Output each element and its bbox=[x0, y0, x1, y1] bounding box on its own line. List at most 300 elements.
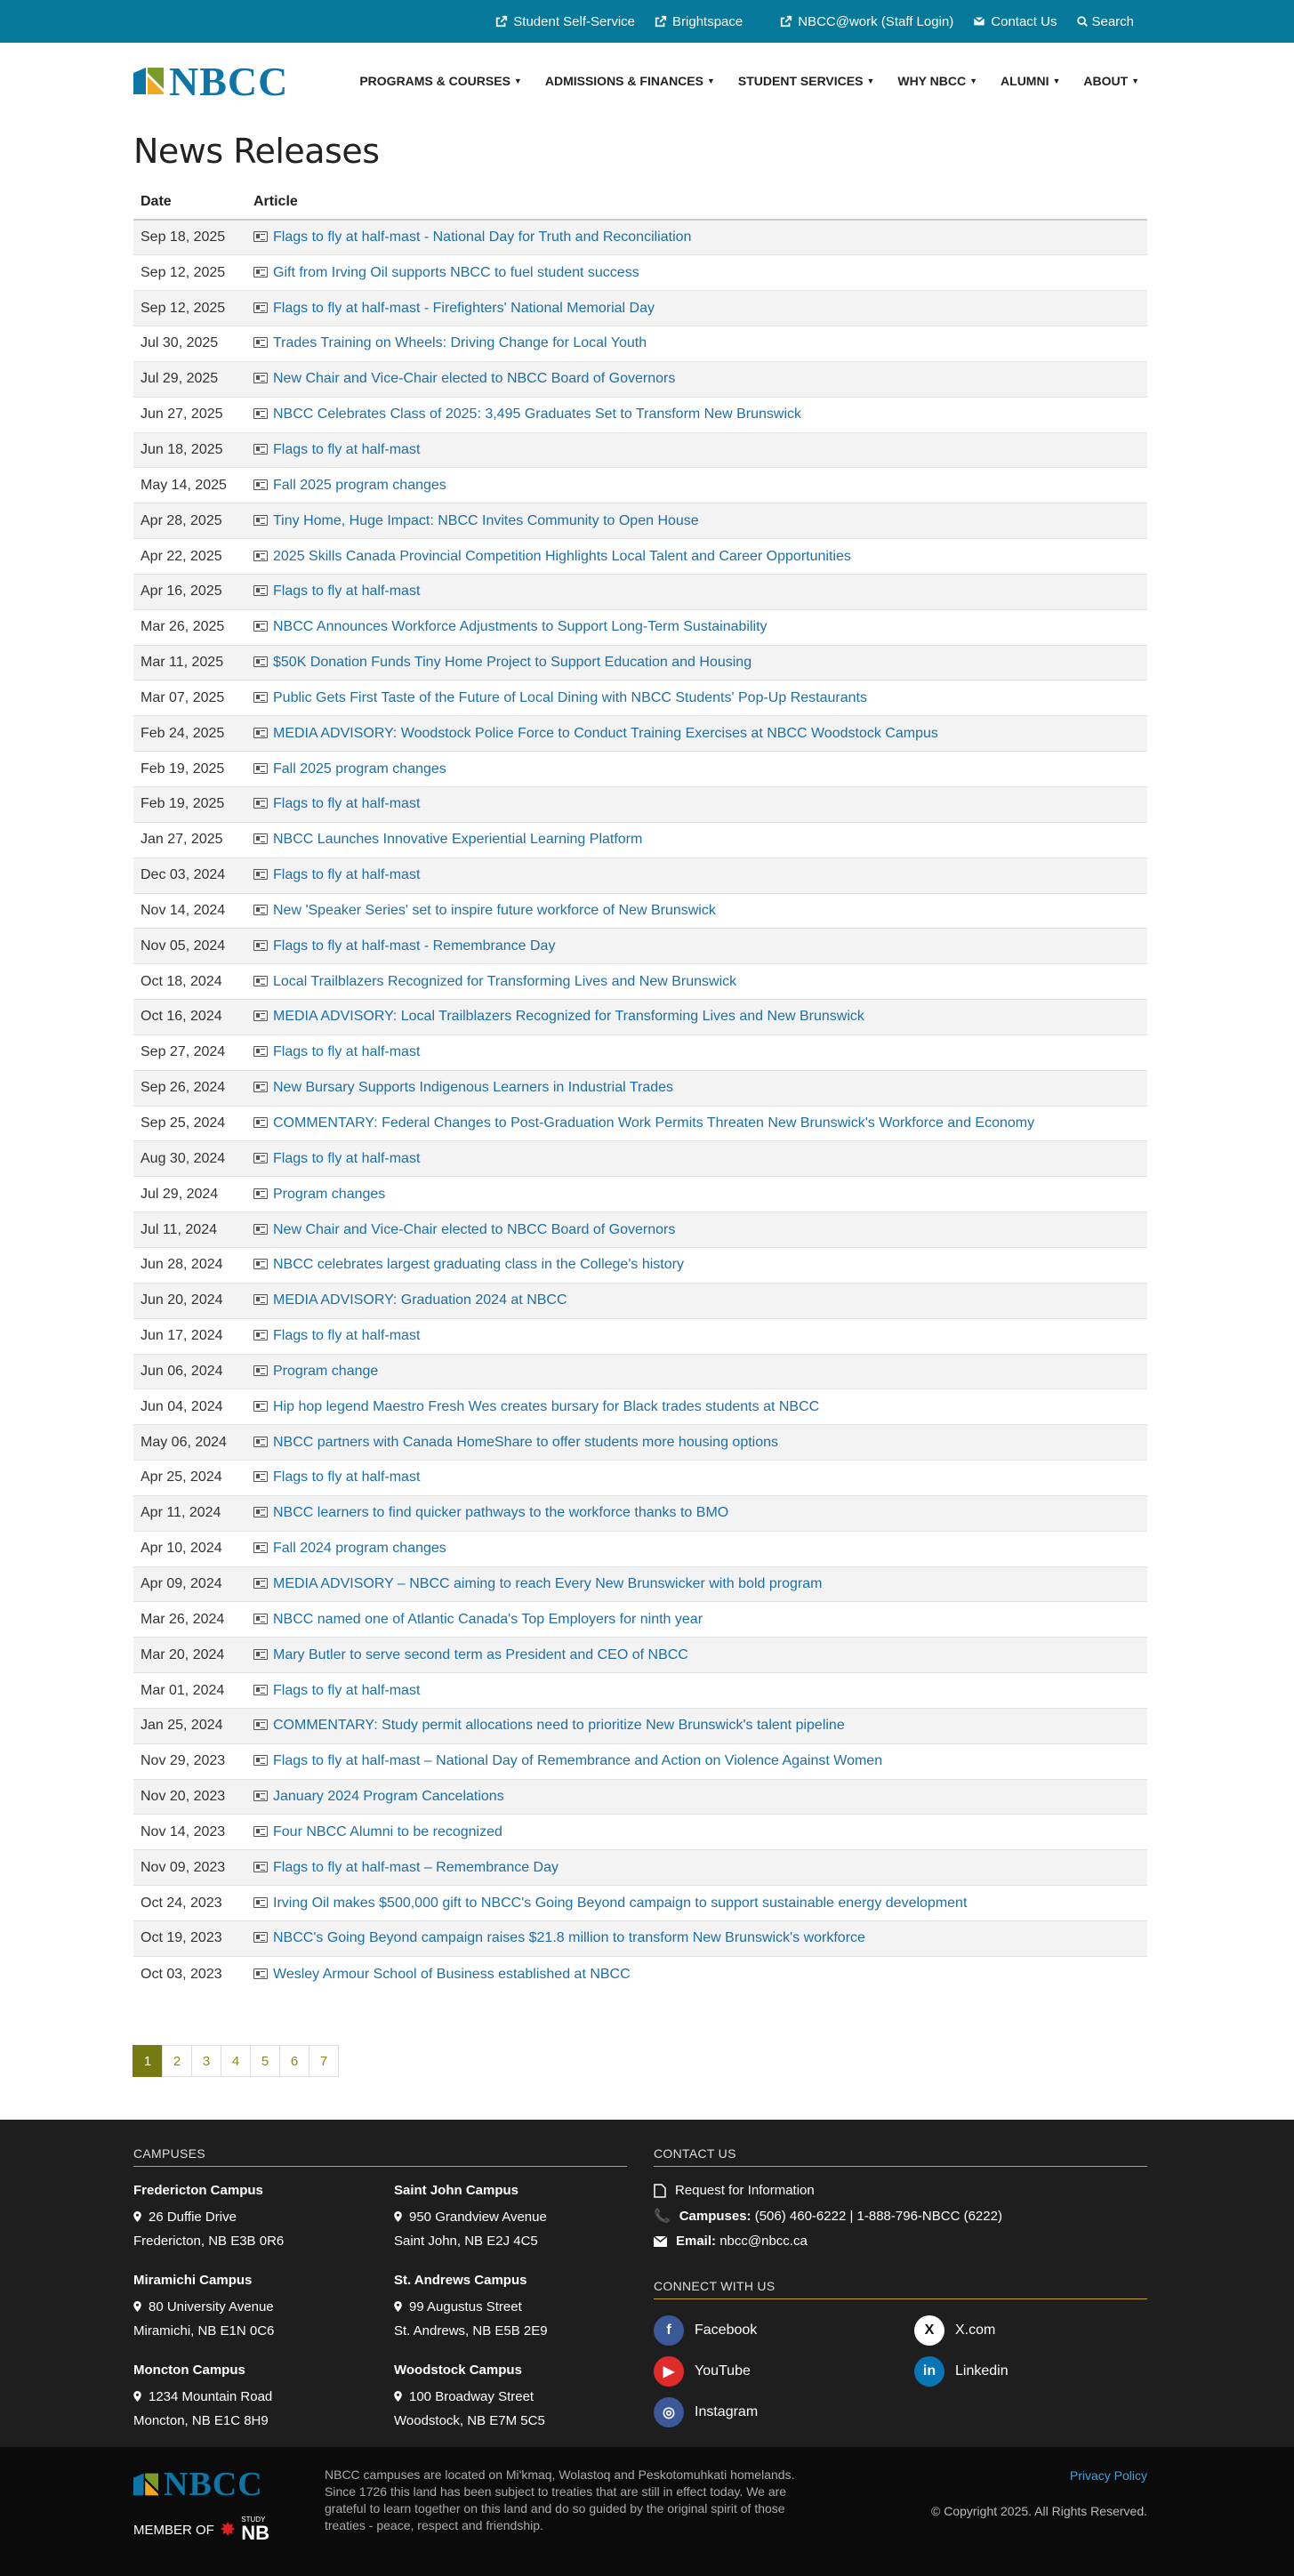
social-link-linkedin[interactable]: in Linkedin bbox=[914, 2356, 1147, 2387]
footer bbox=[0, 2120, 1294, 2447]
news-article-link[interactable]: New Chair and Vice-Chair elected to NBCC Board of Governors bbox=[273, 371, 676, 387]
search-link[interactable]: Search bbox=[1076, 14, 1134, 29]
news-article-link[interactable]: Flags to fly at half-mast - Remembrance Day bbox=[273, 938, 556, 954]
campus-city: St. Andrews, NB E5B 2E9 bbox=[394, 2323, 548, 2339]
nbcc-logo[interactable] bbox=[133, 58, 288, 105]
maple-leaf-icon: ✸ bbox=[219, 2518, 237, 2541]
news-table bbox=[133, 185, 1147, 1992]
news-table-header bbox=[133, 185, 1147, 220]
news-row bbox=[133, 1638, 1147, 1673]
xcom-icon: X bbox=[914, 2315, 944, 2346]
campus-street: 99 Augustus Street bbox=[409, 2299, 522, 2315]
news-article-cell bbox=[246, 397, 1147, 432]
news-article-link[interactable]: Flags to fly at half-mast bbox=[273, 1150, 421, 1166]
nbcc-logo-mark-icon bbox=[133, 66, 164, 96]
news-article-cell bbox=[246, 539, 1147, 575]
caret-down-icon: ▼ bbox=[1131, 76, 1140, 85]
newspaper-icon bbox=[253, 1542, 268, 1553]
news-row bbox=[133, 1283, 1147, 1318]
newspaper-icon bbox=[253, 940, 268, 951]
news-date: Apr 16, 2025 bbox=[133, 574, 246, 609]
news-row bbox=[133, 929, 1147, 964]
newspaper-icon bbox=[253, 1614, 268, 1624]
news-row bbox=[133, 255, 1147, 291]
news-row bbox=[133, 1743, 1147, 1779]
news-article-cell bbox=[246, 1389, 1147, 1425]
news-article-cell bbox=[246, 1531, 1147, 1566]
brightspace-link[interactable]: Brightspace bbox=[655, 14, 743, 29]
news-article-link[interactable]: Mary Butler to serve second term as President and CEO of NBCC bbox=[273, 1646, 688, 1662]
news-article-cell bbox=[246, 1779, 1147, 1815]
social-link-xcom[interactable]: X X.com bbox=[914, 2315, 1147, 2346]
campus-city: Fredericton, NB E3B 0R6 bbox=[133, 2234, 285, 2250]
page-title: News Releases bbox=[133, 132, 380, 171]
utility-bar bbox=[0, 0, 1294, 43]
news-row bbox=[133, 1000, 1147, 1035]
news-date: Sep 12, 2025 bbox=[133, 255, 246, 291]
news-date: Mar 07, 2025 bbox=[133, 680, 246, 716]
news-date: Jul 29, 2024 bbox=[133, 1177, 246, 1212]
news-date: Jun 04, 2024 bbox=[133, 1389, 246, 1425]
news-article-cell bbox=[246, 1034, 1147, 1070]
news-article-link[interactable]: Flags to fly at half-mast – Remembrance Day bbox=[273, 1859, 559, 1875]
map-pin-icon bbox=[394, 2301, 402, 2312]
bottom-nbcc-logo[interactable]: NBCC bbox=[133, 2465, 325, 2504]
main-content bbox=[0, 132, 1294, 2077]
page-link-5[interactable]: 5 bbox=[250, 2045, 280, 2077]
connect-heading: CONNECT WITH US bbox=[654, 2279, 1147, 2299]
news-article-cell bbox=[246, 787, 1147, 823]
primary-menu bbox=[359, 74, 1139, 88]
news-date: Jul 11, 2024 bbox=[133, 1212, 246, 1248]
news-date: Sep 12, 2025 bbox=[133, 291, 246, 326]
news-article-link[interactable]: $50K Donation Funds Tiny Home Project to Support Education and Housing bbox=[273, 655, 752, 671]
news-article-cell bbox=[246, 645, 1147, 680]
newspaper-icon bbox=[253, 905, 268, 915]
campus-name: Fredericton Campus bbox=[133, 2183, 263, 2199]
news-date: Apr 09, 2024 bbox=[133, 1566, 246, 1602]
news-article-link[interactable]: Hip hop legend Maestro Fresh Wes creates bursary for Black trades students at NBCC bbox=[273, 1398, 820, 1414]
news-article-cell bbox=[246, 929, 1147, 964]
privacy-policy-link[interactable]: Privacy Policy bbox=[1069, 2468, 1147, 2483]
newspaper-icon bbox=[253, 408, 268, 419]
social-link-facebook[interactable]: f Facebook bbox=[654, 2315, 914, 2346]
envelope-icon bbox=[654, 2236, 667, 2247]
caret-down-icon: ▼ bbox=[706, 76, 715, 85]
news-article-link[interactable]: NBCC Launches Innovative Experiential Learning Platform bbox=[273, 832, 643, 848]
date-column-header: Date bbox=[133, 185, 246, 220]
news-article-cell bbox=[246, 1886, 1147, 1921]
campus-name: Woodstock Campus bbox=[394, 2363, 522, 2379]
campus-item bbox=[394, 2273, 627, 2343]
news-article-cell bbox=[246, 1070, 1147, 1106]
campus-street: 80 University Avenue bbox=[149, 2299, 274, 2315]
newspaper-icon bbox=[253, 1685, 268, 1695]
newspaper-icon bbox=[253, 1649, 268, 1660]
campus-name: Moncton Campus bbox=[133, 2363, 245, 2379]
news-article-link[interactable]: Trades Training on Wheels: Driving Change for Local Youth bbox=[273, 335, 647, 351]
newspaper-icon bbox=[253, 1046, 268, 1057]
news-row bbox=[133, 220, 1147, 255]
newspaper-icon bbox=[253, 1932, 268, 1943]
caret-down-icon: ▼ bbox=[1052, 76, 1061, 85]
newspaper-icon bbox=[253, 444, 268, 455]
news-article-link[interactable]: Flags to fly at half-mast bbox=[273, 584, 421, 600]
news-date: May 06, 2024 bbox=[133, 1425, 246, 1461]
news-article-cell bbox=[246, 1283, 1147, 1318]
news-row bbox=[133, 645, 1147, 680]
student-self-service-link[interactable]: Student Self-Service bbox=[495, 14, 635, 29]
newspaper-icon bbox=[253, 1259, 268, 1269]
newspaper-icon bbox=[253, 1826, 268, 1837]
news-article-link[interactable]: New Chair and Vice-Chair elected to NBCC Board of Governors bbox=[273, 1221, 676, 1237]
news-article-cell bbox=[246, 1461, 1147, 1496]
news-article-link[interactable]: 2025 Skills Canada Provincial Competition Highlights Local Talent and Career Opportunities bbox=[273, 548, 851, 564]
news-article-cell bbox=[246, 1354, 1147, 1389]
footer-campuses bbox=[133, 2146, 627, 2438]
newspaper-icon bbox=[253, 763, 268, 774]
newspaper-icon bbox=[253, 1791, 268, 1801]
campus-city: Miramichi, NB E1N 0C6 bbox=[133, 2323, 275, 2339]
news-row bbox=[133, 326, 1147, 362]
map-pin-icon bbox=[394, 2211, 402, 2222]
newspaper-icon bbox=[253, 337, 268, 348]
page-link-1[interactable]: 1 bbox=[133, 2045, 163, 2077]
search-icon bbox=[1076, 15, 1089, 28]
news-article-link[interactable]: Flags to fly at half-mast bbox=[273, 796, 421, 812]
campus-name: St. Andrews Campus bbox=[394, 2273, 527, 2289]
news-article-link[interactable]: NBCC Celebrates Class of 2025: 3,495 Graduates Set to Transform New Brunswick bbox=[273, 407, 802, 423]
news-article-link[interactable]: Four NBCC Alumni to be recognized bbox=[273, 1823, 502, 1839]
bottom-bar bbox=[0, 2447, 1294, 2576]
news-row bbox=[133, 1461, 1147, 1496]
campus-name: Miramichi Campus bbox=[133, 2273, 253, 2289]
news-article-link[interactable]: Flags to fly at half-mast – National Day of Remembrance and Action on Violence Against Women bbox=[273, 1753, 883, 1769]
news-article-cell bbox=[246, 1602, 1147, 1638]
news-date: Feb 19, 2025 bbox=[133, 752, 246, 787]
news-article-cell bbox=[246, 1921, 1147, 1957]
caret-down-icon: ▼ bbox=[866, 76, 875, 85]
campus-city: Saint John, NB E2J 4C5 bbox=[394, 2234, 538, 2250]
news-row bbox=[133, 1425, 1147, 1461]
news-article-link[interactable]: COMMENTARY: Federal Changes to Post-Graduation Work Permits Threaten New Brunswick's Workforce and Economy bbox=[273, 1115, 1035, 1131]
news-date: Nov 14, 2023 bbox=[133, 1815, 246, 1850]
news-article-cell bbox=[246, 893, 1147, 929]
newspaper-icon bbox=[253, 551, 268, 561]
news-article-cell bbox=[246, 1566, 1147, 1602]
news-article-cell bbox=[246, 1495, 1147, 1531]
newspaper-icon bbox=[253, 231, 268, 242]
news-article-cell bbox=[246, 857, 1147, 893]
news-date: Jun 27, 2025 bbox=[133, 397, 246, 432]
news-row bbox=[133, 1177, 1147, 1212]
news-date: Oct 24, 2023 bbox=[133, 1886, 246, 1921]
news-article-link[interactable]: Flags to fly at half-mast bbox=[273, 441, 421, 457]
newspaper-icon bbox=[253, 976, 268, 986]
news-article-cell bbox=[246, 468, 1147, 503]
document-icon bbox=[654, 2184, 666, 2198]
page-link-4[interactable]: 4 bbox=[221, 2045, 251, 2077]
news-article-cell bbox=[246, 1425, 1147, 1461]
news-date: Apr 10, 2024 bbox=[133, 1531, 246, 1566]
news-date: Aug 30, 2024 bbox=[133, 1141, 246, 1177]
linkedin-icon: in bbox=[914, 2356, 944, 2387]
news-row bbox=[133, 432, 1147, 468]
logo-text: NBCC bbox=[169, 58, 289, 104]
news-date: Mar 20, 2024 bbox=[133, 1638, 246, 1673]
news-article-link[interactable]: NBCC partners with Canada HomeShare to offer students more housing options bbox=[273, 1434, 779, 1450]
news-date: Nov 20, 2023 bbox=[133, 1779, 246, 1815]
request-info-link[interactable]: Request for Information bbox=[654, 2183, 1147, 2198]
article-column-header: Article bbox=[246, 185, 1147, 220]
newspaper-icon bbox=[253, 1330, 268, 1340]
newspaper-icon bbox=[253, 1471, 268, 1482]
news-date: Feb 19, 2025 bbox=[133, 787, 246, 823]
news-date: Jun 20, 2024 bbox=[133, 1283, 246, 1318]
news-article-link[interactable]: NBCC's Going Beyond campaign raises $21.8 million to transform New Brunswick's workforce bbox=[273, 1930, 865, 1946]
news-date: Oct 03, 2023 bbox=[133, 1956, 246, 1992]
footer-contact bbox=[654, 2146, 1147, 2438]
news-date: Apr 25, 2024 bbox=[133, 1461, 246, 1496]
news-article-link[interactable]: NBCC named one of Atlantic Canada's Top Employers for ninth year bbox=[273, 1611, 703, 1627]
external-link-icon bbox=[655, 15, 667, 28]
news-row bbox=[133, 1106, 1147, 1141]
page-link-3[interactable]: 3 bbox=[191, 2045, 221, 2077]
news-article-link[interactable]: NBCC Announces Workforce Adjustments to Support Long-Term Sustainability bbox=[273, 619, 768, 635]
news-date: Jul 29, 2025 bbox=[133, 361, 246, 397]
news-row bbox=[133, 1070, 1147, 1106]
news-row bbox=[133, 1815, 1147, 1850]
news-date: Feb 24, 2025 bbox=[133, 716, 246, 752]
email-link[interactable]: nbcc@nbcc.ca bbox=[719, 2234, 808, 2250]
social-link-instagram[interactable]: ◎ Instagram bbox=[654, 2397, 914, 2427]
news-row bbox=[133, 1354, 1147, 1389]
newspaper-icon bbox=[253, 302, 268, 313]
news-row bbox=[133, 1566, 1147, 1602]
news-article-link[interactable]: Flags to fly at half-mast bbox=[273, 1044, 421, 1060]
campus-item bbox=[133, 2273, 394, 2343]
phone-line: 📞 Campuses: (506) 460-6222 | 1-888-796-NBCC (6222) bbox=[654, 2208, 1002, 2225]
news-row bbox=[133, 680, 1147, 716]
news-date: Jan 25, 2024 bbox=[133, 1708, 246, 1743]
phone-icon: 📞 bbox=[654, 2209, 671, 2225]
caret-down-icon: ▼ bbox=[969, 76, 978, 85]
external-link-icon bbox=[495, 15, 508, 28]
news-article-cell bbox=[246, 1000, 1147, 1035]
news-date: Sep 26, 2024 bbox=[133, 1070, 246, 1106]
news-row bbox=[133, 397, 1147, 432]
news-article-cell bbox=[246, 574, 1147, 609]
news-article-cell bbox=[246, 291, 1147, 326]
news-date: Jun 28, 2024 bbox=[133, 1247, 246, 1283]
news-article-cell bbox=[246, 1743, 1147, 1779]
news-date: Oct 19, 2023 bbox=[133, 1921, 246, 1957]
newspaper-icon bbox=[253, 267, 268, 278]
newspaper-icon bbox=[253, 1437, 268, 1447]
campus-city: Moncton, NB E1C 8H9 bbox=[133, 2413, 269, 2429]
newspaper-icon bbox=[253, 1188, 268, 1199]
news-row bbox=[133, 1531, 1147, 1566]
news-row bbox=[133, 503, 1147, 539]
news-article-link[interactable]: Wesley Armour School of Business established at NBCC bbox=[273, 1966, 631, 1982]
menu-programs-courses[interactable]: PROGRAMS & COURSES ▼ bbox=[359, 74, 522, 88]
news-article-cell bbox=[246, 680, 1147, 716]
newspaper-icon bbox=[253, 1755, 268, 1766]
menu-admissions-finances[interactable]: ADMISSIONS & FINANCES ▼ bbox=[544, 74, 715, 88]
news-date: Sep 25, 2024 bbox=[133, 1106, 246, 1141]
news-date: Jan 27, 2025 bbox=[133, 822, 246, 857]
news-row bbox=[133, 1602, 1147, 1638]
campus-item bbox=[394, 2363, 627, 2433]
news-article-link[interactable]: Gift from Irving Oil supports NBCC to fuel student success bbox=[273, 264, 639, 280]
news-article-link[interactable]: Public Gets First Taste of the Future of Local Dining with NBCC Students' Pop-Up Restaurants bbox=[273, 689, 867, 705]
news-row bbox=[133, 752, 1147, 787]
news-article-cell bbox=[246, 1638, 1147, 1673]
news-article-cell bbox=[246, 716, 1147, 752]
news-row bbox=[133, 539, 1147, 575]
nbcc-at-work-link[interactable]: NBCC@work (Staff Login) bbox=[780, 14, 953, 29]
news-date: Jun 17, 2024 bbox=[133, 1318, 246, 1354]
land-acknowledgement: NBCC campuses are located on Mi'kmaq, Wolastoq and Peskotomuhkati homelands. Since 1726 this land has been subject to treaties that are still in effect today. We are grateful to learn together on this land and do so guided by the original spirit of those treaties - peace, respect and friendship. bbox=[325, 2467, 795, 2533]
news-row bbox=[133, 1495, 1147, 1531]
newspaper-icon bbox=[253, 1578, 268, 1589]
menu-about[interactable]: ABOUT ▼ bbox=[1083, 74, 1140, 88]
news-article-link[interactable]: Program change bbox=[273, 1363, 379, 1379]
newspaper-icon bbox=[253, 515, 268, 526]
news-row bbox=[133, 609, 1147, 645]
newspaper-icon bbox=[253, 1117, 268, 1128]
news-article-link[interactable]: Flags to fly at half-mast bbox=[273, 1469, 421, 1485]
news-article-link[interactable]: Fall 2024 program changes bbox=[273, 1541, 446, 1557]
newspaper-icon bbox=[253, 833, 268, 844]
news-article-link[interactable]: Fall 2025 program changes bbox=[273, 477, 446, 493]
menu-why-nbcc[interactable]: WHY NBCC ▼ bbox=[897, 74, 978, 88]
news-article-link[interactable]: Flags to fly at half-mast - Firefighters' National Memorial Day bbox=[273, 300, 655, 316]
news-row bbox=[133, 1673, 1147, 1709]
contact-heading: CONTACT US bbox=[654, 2146, 1147, 2167]
news-date: Nov 29, 2023 bbox=[133, 1743, 246, 1779]
news-row bbox=[133, 1247, 1147, 1283]
caret-down-icon: ▼ bbox=[513, 76, 522, 85]
contact-us-link[interactable]: Contact Us bbox=[973, 14, 1057, 29]
news-article-link[interactable]: Flags to fly at half-mast bbox=[273, 867, 421, 883]
news-article-link[interactable]: New 'Speaker Series' set to inspire future workforce of New Brunswick bbox=[273, 902, 716, 918]
news-article-link[interactable]: Fall 2025 program changes bbox=[273, 761, 446, 777]
facebook-icon: f bbox=[654, 2315, 684, 2346]
news-article-cell bbox=[246, 326, 1147, 362]
news-date: Nov 09, 2023 bbox=[133, 1850, 246, 1886]
news-article-link[interactable]: New Bursary Supports Indigenous Learners in Industrial Trades bbox=[273, 1080, 674, 1096]
news-article-link[interactable]: January 2024 Program Cancelations bbox=[273, 1789, 504, 1805]
map-pin-icon bbox=[133, 2391, 141, 2402]
news-row bbox=[133, 1921, 1147, 1957]
copyright: © Copyright 2025. All Rights Reserved. bbox=[931, 2504, 1147, 2519]
campus-city: Woodstock, NB E7M 5C5 bbox=[394, 2413, 545, 2429]
main-nav bbox=[0, 43, 1294, 119]
pagination bbox=[133, 2045, 1161, 2077]
news-article-cell bbox=[246, 1106, 1147, 1141]
menu-alumni[interactable]: ALUMNI ▼ bbox=[1001, 74, 1061, 88]
news-article-link[interactable]: MEDIA ADVISORY: Woodstock Police Force to Conduct Training Exercises at NBCC Woodstock Campus bbox=[273, 725, 938, 741]
news-article-cell bbox=[246, 1673, 1147, 1709]
news-article-link[interactable]: COMMENTARY: Study permit allocations need to prioritize New Brunswick's talent pipeline bbox=[273, 1718, 845, 1734]
newspaper-icon bbox=[253, 1968, 268, 1979]
news-article-cell bbox=[246, 964, 1147, 1000]
news-article-cell bbox=[246, 220, 1147, 255]
news-article-link[interactable]: MEDIA ADVISORY – NBCC aiming to reach Every New Brunswicker with bold program bbox=[273, 1575, 823, 1591]
news-row bbox=[133, 291, 1147, 326]
newspaper-icon bbox=[253, 1862, 268, 1872]
news-article-link[interactable]: Flags to fly at half-mast - National Day for Truth and Reconciliation bbox=[273, 229, 692, 246]
news-article-cell bbox=[246, 432, 1147, 468]
campus-street: 950 Grandview Avenue bbox=[409, 2210, 547, 2226]
news-article-cell bbox=[246, 609, 1147, 645]
newspaper-icon bbox=[253, 621, 268, 632]
news-row bbox=[133, 1389, 1147, 1425]
news-article-link[interactable]: Flags to fly at half-mast bbox=[273, 1328, 421, 1344]
news-row bbox=[133, 1850, 1147, 1886]
news-table-body bbox=[133, 220, 1147, 1992]
news-article-cell bbox=[246, 1850, 1147, 1886]
news-article-cell bbox=[246, 361, 1147, 397]
news-row bbox=[133, 822, 1147, 857]
news-date: Apr 11, 2024 bbox=[133, 1495, 246, 1531]
news-article-link[interactable]: Irving Oil makes $500,000 gift to NBCC's Going Beyond campaign to support sustainable energy development bbox=[273, 1895, 968, 1911]
news-date: Mar 01, 2024 bbox=[133, 1673, 246, 1709]
newspaper-icon bbox=[253, 585, 268, 596]
news-article-cell bbox=[246, 503, 1147, 539]
news-article-link[interactable]: Flags to fly at half-mast bbox=[273, 1682, 421, 1698]
news-date: Oct 16, 2024 bbox=[133, 1000, 246, 1035]
campuses-heading: CAMPUSES bbox=[133, 2146, 627, 2167]
newspaper-icon bbox=[253, 1153, 268, 1163]
news-row bbox=[133, 1886, 1147, 1921]
news-article-link[interactable]: Tiny Home, Huge Impact: NBCC Invites Community to Open House bbox=[273, 512, 699, 528]
news-row bbox=[133, 1141, 1147, 1177]
newspaper-icon bbox=[253, 1082, 268, 1092]
social-link-youtube[interactable]: ▶ YouTube bbox=[654, 2356, 914, 2387]
news-article-link[interactable]: Local Trailblazers Recognized for Transforming Lives and New Brunswick bbox=[273, 973, 737, 989]
menu-student-services[interactable]: STUDENT SERVICES ▼ bbox=[737, 74, 875, 88]
news-date: Jun 06, 2024 bbox=[133, 1354, 246, 1389]
member-of-study-nb[interactable]: MEMBER OF ✸ STUDY NB bbox=[133, 2516, 270, 2545]
newspaper-icon bbox=[253, 798, 268, 809]
campus-list bbox=[133, 2183, 627, 2433]
campus-item bbox=[394, 2183, 627, 2253]
news-date: Nov 14, 2024 bbox=[133, 893, 246, 929]
news-row bbox=[133, 1708, 1147, 1743]
map-pin-icon bbox=[394, 2391, 402, 2402]
news-article-cell bbox=[246, 255, 1147, 291]
news-date: Mar 26, 2025 bbox=[133, 609, 246, 645]
news-article-link[interactable]: NBCC celebrates largest graduating class in the College's history bbox=[273, 1257, 684, 1273]
page-link-7[interactable]: 7 bbox=[309, 2045, 339, 2077]
page-link-2[interactable]: 2 bbox=[162, 2045, 192, 2077]
news-article-cell bbox=[246, 1318, 1147, 1354]
news-article-link[interactable]: NBCC learners to find quicker pathways to the workforce thanks to BMO bbox=[273, 1505, 729, 1521]
campus-street: 1234 Mountain Road bbox=[149, 2389, 273, 2405]
envelope-icon bbox=[973, 15, 985, 28]
nbcc-logo-mark-icon bbox=[133, 2472, 158, 2497]
phone-numbers[interactable]: (506) 460-6222 | 1-888-796-NBCC (6222) bbox=[754, 2208, 1002, 2224]
news-article-cell bbox=[246, 1708, 1147, 1743]
news-article-link[interactable]: Program changes bbox=[273, 1186, 386, 1202]
news-article-cell bbox=[246, 1141, 1147, 1177]
news-article-link[interactable]: MEDIA ADVISORY: Graduation 2024 at NBCC bbox=[273, 1292, 567, 1308]
page-link-6[interactable]: 6 bbox=[279, 2045, 309, 2077]
news-article-link[interactable]: MEDIA ADVISORY: Local Trailblazers Recognized for Transforming Lives and New Brunswick bbox=[273, 1009, 864, 1025]
map-pin-icon bbox=[133, 2301, 141, 2312]
